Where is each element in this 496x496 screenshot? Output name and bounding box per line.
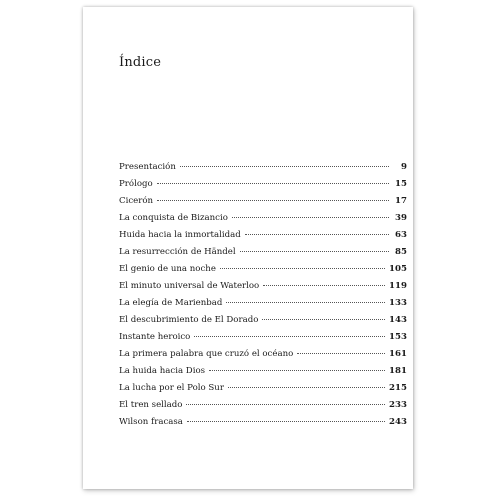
toc-entry[interactable] xyxy=(119,176,407,193)
dot-leader xyxy=(180,166,389,167)
toc-entry-title: Prólogo xyxy=(119,179,153,189)
toc-entry-title: El descubrimiento de El Dorado xyxy=(119,315,259,325)
toc-entry-page-number: 215 xyxy=(389,383,407,393)
toc-entry-title: Huida hacia la inmortalidad xyxy=(119,230,241,240)
toc-entry[interactable] xyxy=(119,244,407,261)
toc-entry[interactable] xyxy=(119,278,407,295)
dot-leader xyxy=(220,268,385,269)
toc-entry[interactable] xyxy=(119,261,407,278)
toc-entry-page-number: 63 xyxy=(395,230,407,240)
toc-entry-title: Instante heroico xyxy=(119,332,191,342)
dot-leader xyxy=(232,217,389,218)
toc-entry-title: El minuto universal de Waterloo xyxy=(119,281,260,291)
toc-entry-page-number: 153 xyxy=(389,332,407,342)
toc-entry[interactable] xyxy=(119,414,407,431)
toc-entry-title: La huida hacia Dios xyxy=(119,366,206,376)
dot-leader xyxy=(228,387,385,388)
toc-entry[interactable] xyxy=(119,227,407,244)
toc-entry[interactable] xyxy=(119,312,407,329)
toc-entry-page-number: 181 xyxy=(389,366,407,376)
toc-entry[interactable] xyxy=(119,210,407,227)
toc-entry-title: La primera palabra que cruzó el océano xyxy=(119,349,294,359)
toc-entry[interactable] xyxy=(119,380,407,397)
toc-entry-title: La conquista de Bizancio xyxy=(119,213,228,223)
toc-entry-title: Cicerón xyxy=(119,196,154,206)
toc-entry[interactable] xyxy=(119,193,407,210)
dot-leader xyxy=(157,200,389,201)
toc-entry-page-number: 15 xyxy=(395,179,407,189)
dot-leader xyxy=(157,183,389,184)
toc-entry-title: La resurrección de Händel xyxy=(119,247,236,257)
toc-entry-page-number: 9 xyxy=(401,162,407,172)
toc-entry-title: El genio de una noche xyxy=(119,264,216,274)
toc-entry-page-number: 143 xyxy=(389,315,407,325)
toc-entry-title: La elegía de Marienbad xyxy=(119,298,223,308)
page-title: Índice xyxy=(119,55,162,70)
dot-leader xyxy=(209,370,385,371)
dot-leader xyxy=(226,302,385,303)
dot-leader xyxy=(186,404,385,405)
toc-entry[interactable] xyxy=(119,329,407,346)
toc-entry-page-number: 119 xyxy=(389,281,407,291)
dot-leader xyxy=(245,234,389,235)
toc-entry-title: Wilson fracasa xyxy=(119,417,183,427)
toc-entry-title: El tren sellado xyxy=(119,400,183,410)
dot-leader xyxy=(240,251,389,252)
dot-leader xyxy=(297,353,385,354)
toc-entry-page-number: 161 xyxy=(389,349,407,359)
toc-entry-page-number: 133 xyxy=(389,298,407,308)
toc-entry-page-number: 17 xyxy=(395,196,407,206)
toc-entry-title: La lucha por el Polo Sur xyxy=(119,383,224,393)
toc-entry-page-number: 105 xyxy=(389,264,407,274)
toc-entry-page-number: 39 xyxy=(395,213,407,223)
toc-entry-page-number: 233 xyxy=(389,400,407,410)
toc-entry-page-number: 85 xyxy=(395,247,407,257)
dot-leader xyxy=(194,336,385,337)
toc-entry[interactable] xyxy=(119,346,407,363)
dot-leader xyxy=(262,319,385,320)
table-of-contents xyxy=(119,159,407,431)
toc-entry-page-number: 243 xyxy=(389,417,407,427)
toc-entry[interactable] xyxy=(119,363,407,380)
dot-leader xyxy=(187,421,385,422)
book-page xyxy=(83,7,413,489)
toc-entry-title: Presentación xyxy=(119,162,176,172)
toc-entry[interactable] xyxy=(119,295,407,312)
toc-entry[interactable] xyxy=(119,159,407,176)
toc-entry[interactable] xyxy=(119,397,407,414)
dot-leader xyxy=(263,285,385,286)
